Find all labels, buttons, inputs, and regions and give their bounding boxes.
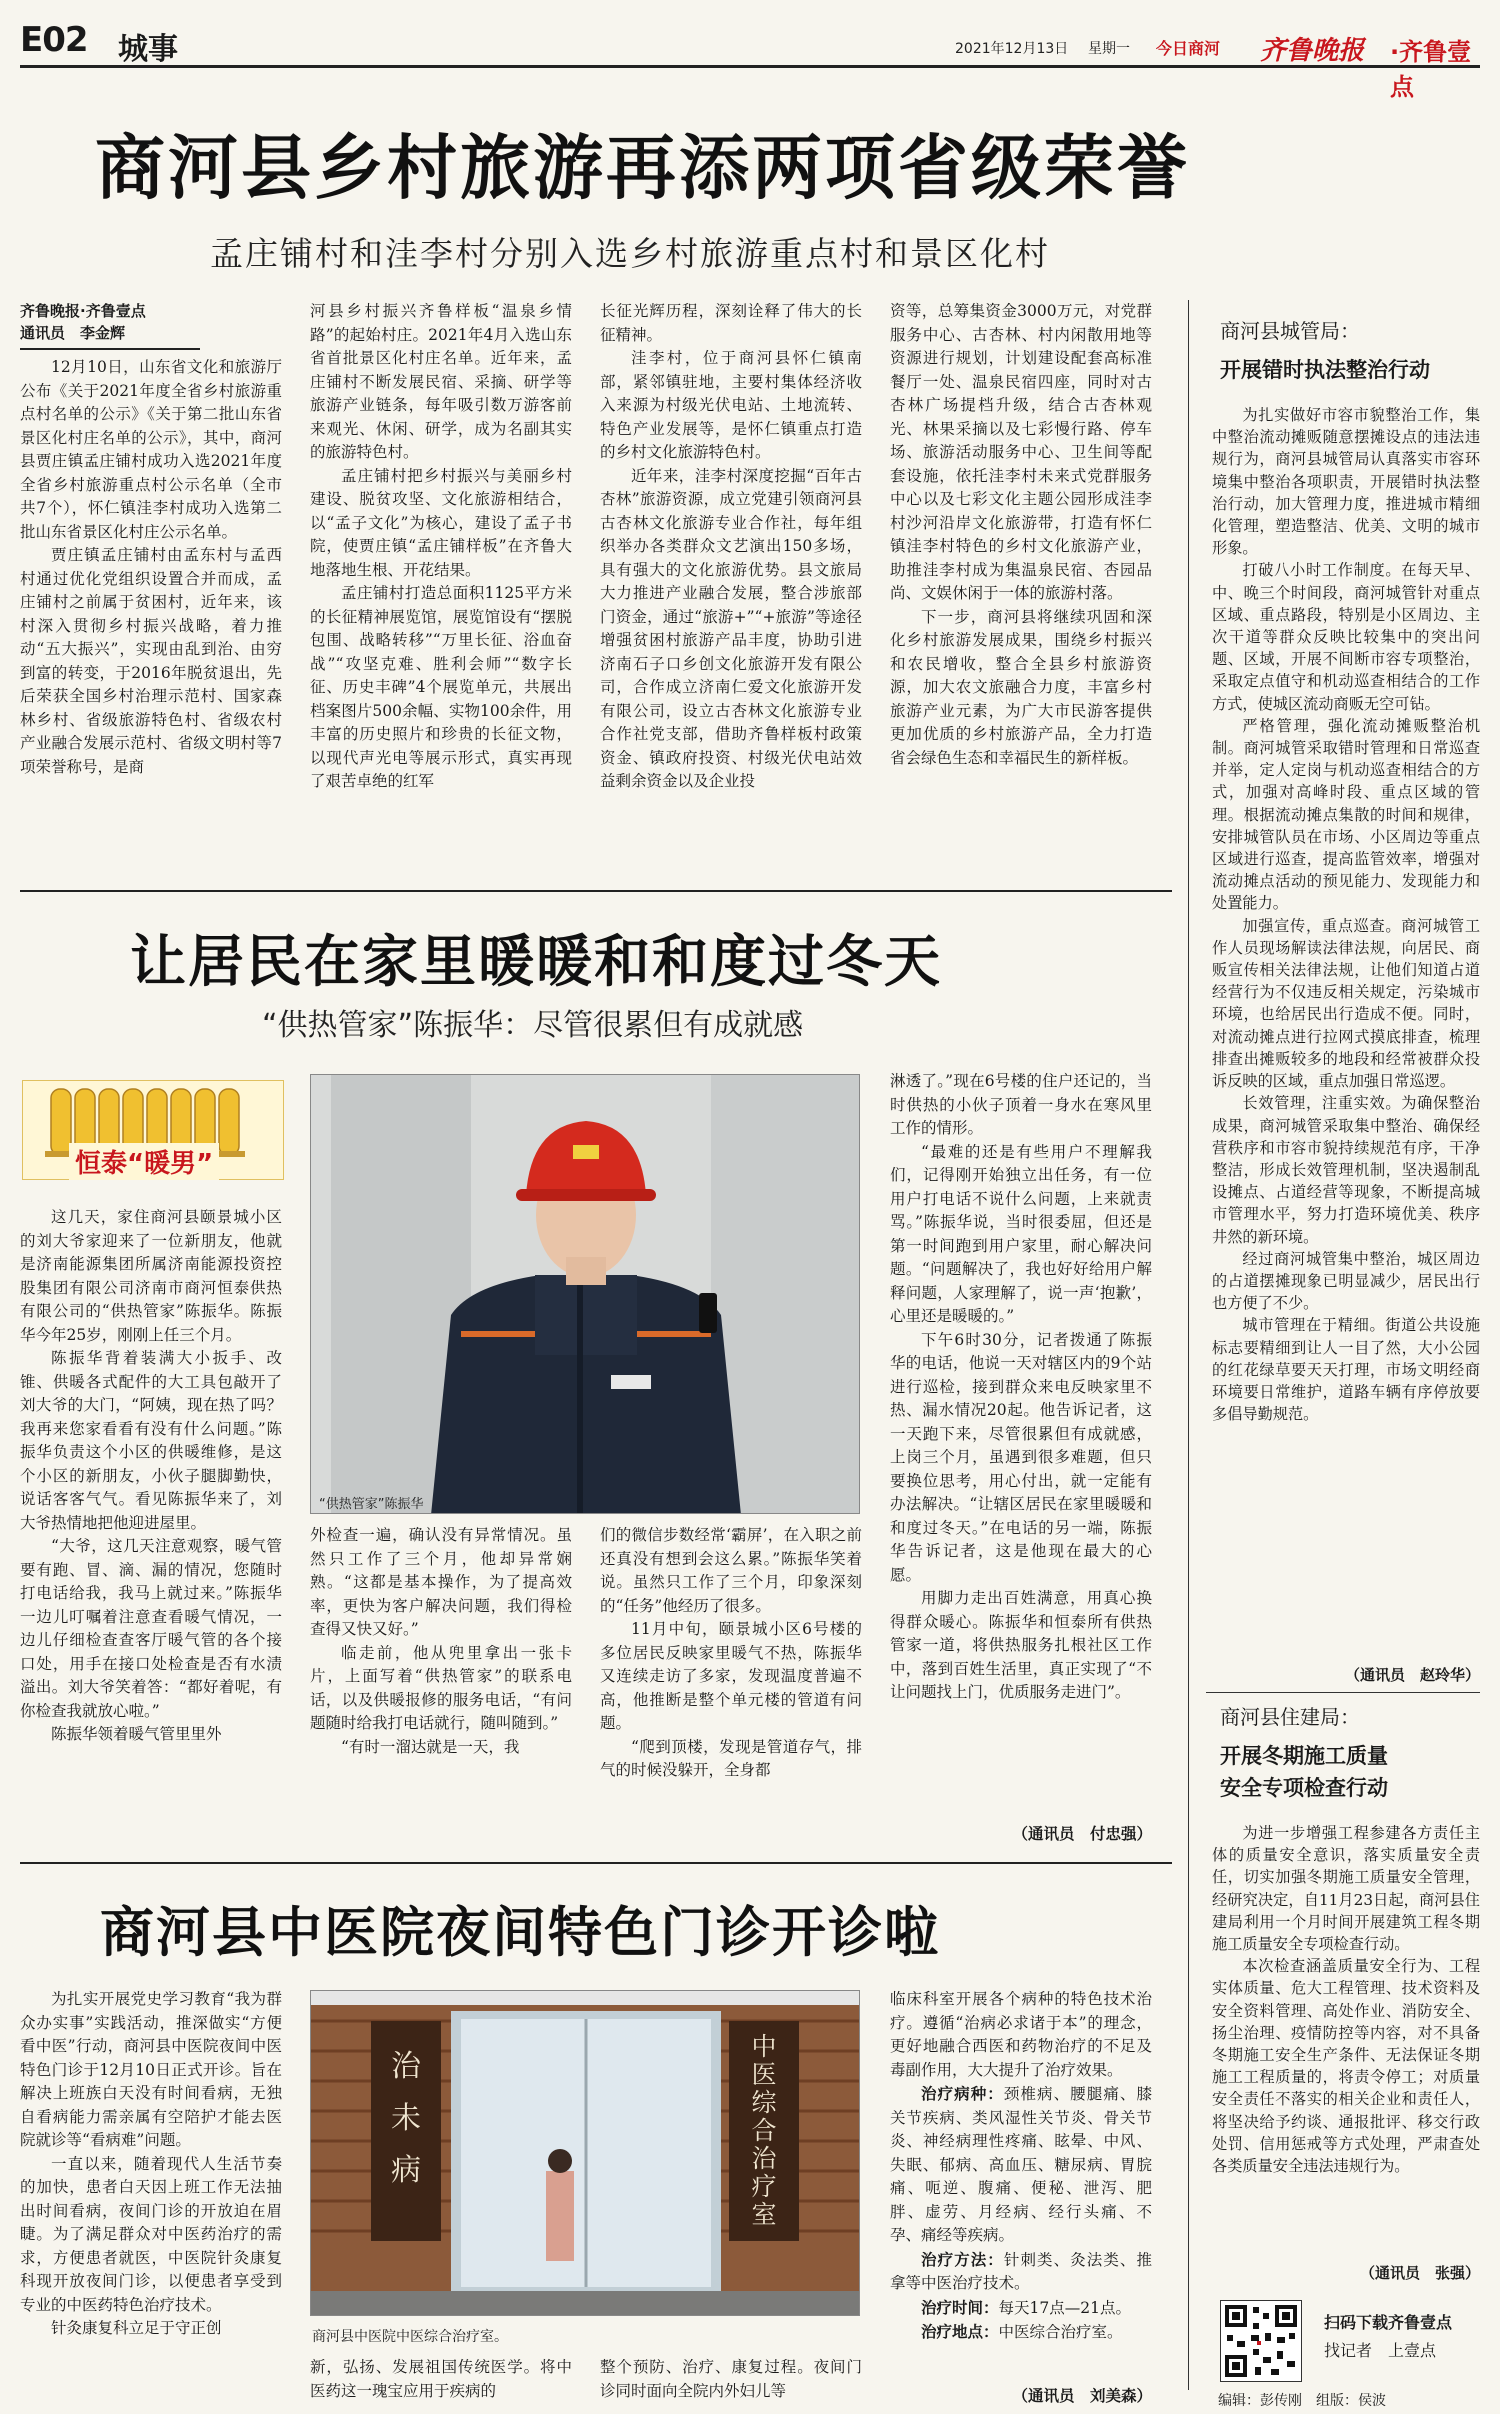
paragraph: 临床科室开展各个病种的特色技术治疗。遵循“治病必求诸于本”的理念，更好地融合西医和药物治疗的不足及毒副作用，大大提升了治疗效果。	[890, 1990, 1152, 2079]
paragraph: 们的微信步数经常‘霸屏’，在入职之前还真没有想到会这么累。”陈振华笑着说。虽然只工作了三个月，印象深刻的“任务”他经历了很多。	[600, 1526, 862, 1615]
issue-date: 2021年12月13日	[955, 41, 1069, 57]
paragraph: 这几天，家住商河县颐景城小区的刘大爷家迎来了一位新朋友，他就是济南能源集团所属济南能源投资控股集团有限公司济南市商河恒泰供热有限公司的“供热管家”陈振华。陈振华今年25岁，刚刚上任三个月。	[20, 1208, 282, 1344]
qr-caption: 扫码下载齐鲁壹点	[1324, 2313, 1453, 2332]
editor-credit: 编辑：彭传刚 组版：侯波	[1218, 2393, 1386, 2409]
paragraph: 本次检查涵盖质量安全行为、工程实体质量、危大工程管理、技术资料及安全资料管理、高处作业、消防安全、扬尘治理、疫情防控等内容，对不具备冬期施工安全生产条件、无法保证冬期施工工程质量的，将责令停工；对质量安全责任不落实的相关企业和责任人，将坚决给予约谈、通报批评、移交行政处罚、信用惩戒等方式处理，严肃查处各类质量安全违法违规行为。	[1212, 1957, 1480, 2176]
paragraph: 为进一步增强工程参建各方责任主体的质量安全意识，落实质量安全责任，切实加强冬期施工质量安全管理，经研究决定，自11月23日起，商河县住建局利用一个月时间开展建筑工程冬期施工质量安全专项检查行动。	[1212, 1824, 1480, 1954]
paragraph: 长效管理，注重实效。为确保整治成果，商河城管采取集中整治、确保经营秩序和市容市貌持续规范有序，干净整洁，形成长效管理机制，坚决遏制乱设摊点、占道经营等现象，不断提高城市管理水平，努力打造环境优美、秩序井然的新环境。	[1212, 1094, 1480, 1246]
paragraph: 外检查一遍，确认没有异常情况。虽然只工作了三个月，他却异常娴熟。“这都是基本操作，为了提高效率，更快为客户解决问题，我们得检查得又快又好。”	[310, 1526, 572, 1638]
sidebar2-body	[1212, 1822, 1480, 2262]
item-text: 颈椎病、腰腿痛、膝关节疾病、类风湿性关节炎、骨关节炎、神经病理性疼痛、眩晕、中风、失眠、郁病、高血压、糖尿病、胃脘痛、呃逆、腹痛、便秘、泄泻、肥胖、虚劳、月经病、经行头痛、不孕、痛经等疾病。	[890, 2085, 1152, 2244]
paragraph: 城市管理在于精细。街道公共设施标志要精细到让人一目了然，大小公园的红花绿草要天天打理，市场文明经商环境要日常维护，道路车辆有序停放要多倡导勤规范。	[1212, 1316, 1480, 1424]
byline-reporter: 通讯员 李金辉	[20, 324, 126, 342]
paragraph: 为扎实开展党史学习教育“我为群众办实事”实践活动，推深做实“方便看中医”行动，商河县中医院夜间中医特色门诊于12月10日正式开诊。旨在解决上班族白天没有时间看病，无独自看病能力需亲属有空陪护才能去医院就诊等“看病难”问题。	[20, 1990, 282, 2149]
treatment-item	[890, 2248, 1152, 2296]
paragraph: 11月中旬，颐景城小区6号楼的多位居民反映家里暖气不热，陈振华又连续走访了多家，发现温度普遍不高，他推断是整个单元楼的管道有问题。	[600, 1620, 862, 1732]
paragraph: 资等，总筹集资金3000万元，对党群服务中心、古杏林、村内闲散用地等资源进行规划，计划建设配套高标准餐厅一处、温泉民宿四座，同时对古杏林广场提档升级，结合古杏林观光、林果采摘以及七彩慢行路、停车场、旅游活动服务中心、卫生间等配套设施，依托洼李村未来式党群服务中心以及七彩文化主题公园形成洼李村沙河沿岸文化旅游带，打造有怀仁镇洼李村特色的乡村文化旅游产业，助推洼李村成为集温泉民宿、杏园品尚、文娱休闲于一体的旅游村落。	[890, 302, 1152, 602]
sidebar2-head: 商河县住建局：	[1220, 1705, 1360, 1729]
item-text: 每天17点—21点。	[998, 2298, 1131, 2317]
issue-weekday: 星期一	[1088, 41, 1130, 57]
story1-column-2	[310, 300, 572, 874]
paragraph: 用脚力走出百姓满意，用真心换得群众暖心。陈振华和恒泰所有供热管家一道，将供热服务扎根社区工作中，落到百姓生活里，真正实现了“不让问题找上门，优质服务走进门”。	[890, 1589, 1152, 1701]
paragraph: “大爷，这几天注意观察，暖气管要有跑、冒、滴、漏的情况，您随时打电话给我，我马上就过来。”陈振华一边儿叮嘱着注意查看暖气情况，一边儿仔细检查查客厅暖气管的各个接口处，用手在接口处检查是否有水渍溢出。刘大爷笑着答：“都好着呢，有你检查我就放心啦。”	[20, 1537, 282, 1720]
sidebar2-byline: （通讯员 张强）	[1359, 2264, 1480, 2282]
story3-column-1	[20, 1988, 282, 2408]
paragraph: 下午6时30分，记者拨通了陈振华的电话，他说一天对辖区内的9个站进行巡检，接到群众来电反映家里不热、漏水情况20起。他告诉记者，这一天跑下来，尽管很累但有成就感，上岗三个月，虽遇到很多难题，但只要换位思考，用心付出，就一定能有办法解决。“让辖区居民在家里暖暖和和度过冬天。”在电话的另一端，陈振华告诉记者，这是他现在最大的心愿。	[890, 1330, 1152, 1584]
paragraph: 为扎实做好市容市貌整治工作，集中整治流动摊贩随意摆摊设点的违法违规行为，商河县城管局认真落实市容环境集中整治各项职责，开展错时执法整治行动，加大管理力度，推进城市精细化管理，塑造整洁、优美、文明的城市形象。	[1212, 406, 1480, 558]
story3-column-4	[890, 1988, 1152, 2384]
paragraph: 长征光辉历程，深刻诠释了伟大的长征精神。	[600, 302, 862, 344]
story1-column-4	[890, 300, 1152, 874]
sidebar2-title-line2: 安全专项检查行动	[1220, 1776, 1388, 1800]
treatment-item	[890, 2320, 1152, 2345]
story1-column-1	[20, 356, 282, 874]
page-number: E02	[20, 20, 88, 60]
paragraph: 临走前，他从兜里拿出一张卡片，上面写着“供热管家”的联系电话，以及供暖报修的服务电话，“有问题随时给我打电话就行，随叫随到。”	[310, 1643, 572, 1732]
badge-label: 恒泰“暖男”	[69, 1143, 219, 1180]
sidebar-rule	[1188, 300, 1189, 2390]
story2-column-4	[890, 1070, 1152, 1822]
story2-byline: （通讯员 付忠强）	[1012, 1825, 1152, 1843]
item-text: 中医综合治疗室。	[998, 2323, 1123, 2341]
sidebar1-head: 商河县城管局：	[1220, 319, 1360, 343]
paragraph: 下一步，商河县将继续巩固和深化乡村旅游发展成果，围绕乡村振兴和农民增收，整合全县乡村旅游资源，加大农文旅融合力度，丰富乡村旅游产业元素，为广大市民游客提供更加优质的乡村旅游产品，全力打造省会绿色生态和幸福民生的新样板。	[890, 607, 1152, 767]
paragraph: “最难的还是有些用户不理解我们，记得刚开始独立出任务，有一位用户打电话不说什么问题，上来就责骂。”陈振华说，当时很委屈，但还是第一时间跑到用户家里，耐心解决问题。“问题解决了，我也好好给用户解释问题，人家理解了，说一声‘抱歉’，心里还是暖暖的。”	[890, 1142, 1152, 1325]
paragraph: 孟庄铺村打造总面积1125平方米的长征精神展览馆，展览馆设有“摆脱包围、战略转移”“万里长征、浴血奋战”“攻坚克难、胜利会师”“数字长征、历史丰碑”4个展览单元，共展出档案图片500余幅、实物100余件，用丰富的历史照片和珍贵的长征文物，以现代声光电等展示形式，真实再现了艰苦卓绝的红军	[310, 584, 572, 790]
story1-subhead: 孟庄铺村和洼李村分别入选乡村旅游重点村和景区化村	[210, 234, 1050, 273]
worker-portrait-image	[311, 1075, 860, 1514]
sign-left-text: 治未病	[391, 2049, 421, 2188]
sidebar1-body	[1212, 404, 1480, 1666]
story1-column-3	[600, 300, 862, 874]
story2-column-3	[600, 1524, 862, 1846]
story3-column-2	[310, 2356, 572, 2408]
paragraph: 陈振华领着暖气管里里外	[51, 1725, 222, 1743]
paragraph: “有时一溜达就是一天，我	[341, 1737, 520, 1756]
item-label: 治疗地点：	[921, 2322, 999, 2341]
item-text: 针刺类、灸法类、推拿等中医治疗技术。	[890, 2250, 1152, 2292]
item-label: 治疗方法：	[921, 2249, 1004, 2269]
masthead	[20, 18, 1480, 101]
story1-byline	[20, 300, 200, 344]
photo-caption: 商河县中医院中医综合治疗室。	[312, 2329, 508, 2345]
byline-outlet: 齐鲁晚报·齐鲁壹点	[20, 302, 146, 320]
brand-logo: 齐鲁晚报	[1260, 36, 1365, 66]
paragraph: 孟庄铺村把乡村振兴与美丽乡村建设、脱贫攻坚、文化旅游相结合，以“孟子文化”为核心，建设了孟子书院，使贾庄镇“孟庄铺样板”在齐鲁大地落地生根、开花结果。	[310, 466, 572, 579]
paragraph: 淋透了。”现在6号楼的住户还记的，当时供热的小伙子顶着一身水在寒风里工作的情形。	[890, 1072, 1152, 1137]
heating-badge	[22, 1080, 284, 1180]
clinic-photo	[310, 1990, 860, 2316]
paragraph: “爬到顶楼，发现是管道存气，排气的时候没躲开，全身都	[600, 1737, 862, 1779]
byline-rule	[20, 348, 200, 350]
brand-logo-secondary: ·齐鲁壹点	[1390, 38, 1472, 101]
story3-column-3	[600, 2356, 862, 2408]
paragraph: 整个预防、治疗、康复过程。夜间门诊同时面向全院内外妇儿等	[600, 2358, 862, 2400]
paragraph: 贾庄镇孟庄铺村由孟东村与孟西村通过优化党组织设置合并而成，孟庄铺村之前属于贫困村，近年来，该村深入贯彻乡村振兴战略，着力推动“五大振兴”，实现由乱到治、由穷到富的转变，于2016年脱贫退出，先后荣获全国乡村治理示范村、国家森林乡村、省级旅游特色村、省级农村产业融合发展示范村、省级文明村等7项荣誉称号，是商	[20, 546, 282, 776]
section-name: 城事	[118, 32, 178, 67]
edition-name: 今日商河	[1156, 39, 1221, 58]
qr-subcaption: 找记者 上壹点	[1324, 2341, 1437, 2360]
section-divider	[20, 890, 1172, 892]
paragraph: 严格管理，强化流动摊贩整治机制。商河城管采取错时管理和日常巡查并举，定人定岗与机动巡查相结合的方式，加强对高峰时段、重点区域的管理。根据流动摊点集散的时间和规律，安排城管队员在市场、小区周边等重点区域进行巡查，提高监管效率，增强对流动摊点活动的预见能力、发现能力和处置能力。	[1212, 716, 1480, 913]
story2-headline: 让居民在家里暖暖和和度过冬天	[130, 929, 942, 995]
paragraph: 经过商河城管集中整治，城区周边的占道摆摊现象已明显减少，居民出行也方便了不少。	[1212, 1249, 1480, 1313]
story2-subhead: “供热管家”陈振华：尽管很累但有成就感	[262, 1008, 804, 1043]
paragraph: 加强宣传，重点巡查。商河城管工作人员现场解读法律法规，向居民、商贩宣传相关法律法规，让他们知道占道经营行为不仅违反相关规定，污染城市环境，也给居民出行造成不便。同时，对流动摊点进行拉网式摸底排查，梳理排查出摊贩较多的地段和经常被群众投诉反映的区域，重点加强日常巡逻。	[1212, 916, 1480, 1091]
story3-headline: 商河县中医院夜间特色门诊开诊啦	[100, 1900, 940, 1964]
paragraph: 近年来，洼李村深度挖掘“百年古杏林”旅游资源，成立党建引领商河县古杏林文化旅游专业合作社，每年组织举办各类群众文艺演出150多场，具有强大的文化旅游优势。县文旅局大力推进产业融合发展，整合涉旅部门资金，通过“旅游+”“+旅游”等途径增强贫困村旅游产品丰度，协助引进济南石子口乡创文化旅游开发有限公司，合作成立济南仁爱文化旅游开发有限公司，设立古杏林文化旅游专业合作社党支部，借助齐鲁样板村政策资金、镇政府投资、村级光伏电站效益剩余资金以及企业投	[600, 466, 862, 790]
photo-caption: “供热管家”陈振华	[319, 1497, 424, 1512]
story3-byline: （通讯员 刘美森）	[1012, 2387, 1152, 2405]
item-label: 治疗时间：	[921, 2297, 999, 2317]
story1-headline: 商河县乡村旅游再添两项省级荣誉	[95, 126, 1190, 209]
section-divider	[20, 1862, 1172, 1864]
story2-column-1	[20, 1206, 282, 1846]
sidebar2-title-line1: 开展冬期施工质量	[1220, 1744, 1388, 1768]
paragraph: 12月10日，山东省文化和旅游厅公布《关于2021年度全省乡村旅游重点村名单的公示》《关于第二批山东省景区化村庄名单的公示》，其中，商河县贾庄镇孟庄铺村成功入选2021年度全省乡村旅游重点村公示名单（全市共7个），怀仁镇洼李村成功入选第二批山东省景区化村庄公示名单。	[20, 358, 282, 541]
paragraph: 新，弘扬、发展祖国传统医学。将中医药这一瑰宝应用于疾病的	[310, 2358, 572, 2400]
paragraph: 河县乡村振兴齐鲁样板“温泉乡情路”的起始村庄。2021年4月入选山东省首批景区化村庄名单。近年来，孟庄铺村不断发展民宿、采摘、研学等旅游产业链条，每年吸引数万游客前来观光、休闲、研学，成为名副其实的旅游特色村。	[310, 302, 572, 461]
paragraph: 针灸康复科立足于守正创	[51, 2319, 222, 2337]
paragraph: 洼李村，位于商河县怀仁镇南部，紧邻镇驻地，主要村集体经济收入来源为村级光伏电站、土地流转、特色产业发展等，是怀仁镇重点打造的乡村文化旅游特色村。	[600, 349, 862, 461]
item-label: 治疗病种：	[921, 2084, 1004, 2103]
treatment-item	[890, 2082, 1152, 2248]
story2-column-2	[310, 1524, 572, 1846]
paragraph: 打破八小时工作制度。在每天早、中、晚三个时间段，商河城管针对重点区域、重点路段，特别是小区周边、主次干道等群众反映比较集中的突出问题、区域，开展不间断市容专项整治，采取定点值守和机动巡查相结合的工作方式，使城区流动商贩无空可钻。	[1212, 561, 1480, 713]
treatment-item	[890, 2296, 1152, 2321]
sidebar1-byline: （通讯员 赵玲华）	[1344, 1666, 1480, 1684]
sidebar1-title: 开展错时执法整治行动	[1220, 358, 1430, 382]
sidebar-divider	[1206, 1692, 1480, 1693]
worker-photo	[310, 1074, 860, 1514]
paragraph: 陈振华背着装满大小扳手、改锥、供暖各式配件的大工具包敲开了刘大爷的大门，“阿姨，现在热了吗？我再来您家看看有没有什么问题。”陈振华负责这个小区的供暖维修，是这个小区的新朋友，小伙子腿脚勤快，说话客客气气。看见陈振华来了，刘大爷热情地把他迎进屋里。	[20, 1349, 282, 1532]
sign-right-text: 中医综合治疗室	[751, 2032, 777, 2229]
qr-code-icon[interactable]	[1220, 2300, 1302, 2382]
paragraph: 一直以来，随着现代人生活节奏的加快，患者白天因上班工作无法抽出时间看病，夜间门诊的开放迫在眉睫。为了满足群众对中医药治疗的需求，方便患者就医，中医院针灸康复科现开放夜间门诊，以便患者享受到专业的中医药特色治疗技术。	[20, 2154, 282, 2314]
